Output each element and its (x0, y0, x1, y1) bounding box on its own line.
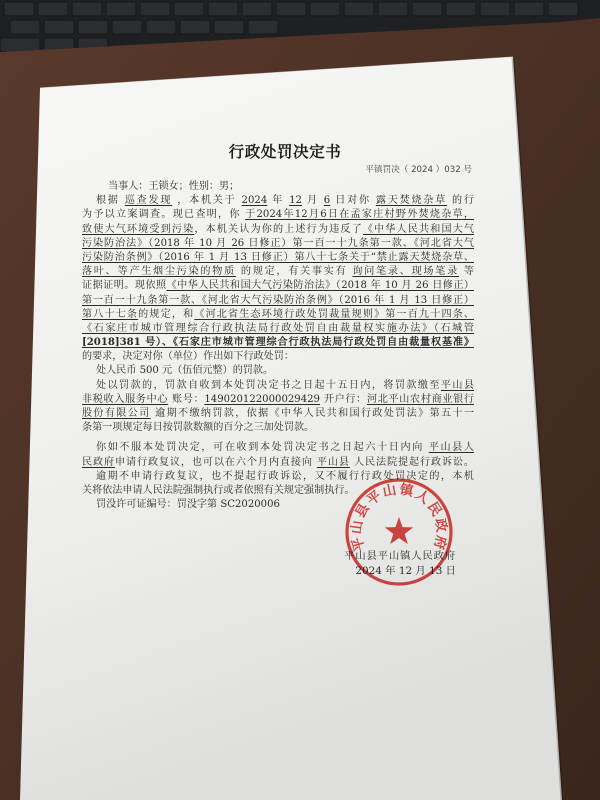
filled-field: 第一百一十九条第一款、《河北省大气污染防治条例》（2016 年 1 月 13 日修正） (82, 294, 474, 306)
filled-field: 平山县 (440, 379, 475, 391)
body-line (82, 251, 474, 265)
filled-field: 第八十七条 (82, 308, 139, 320)
text-segment: 的规定，和 (138, 308, 195, 320)
filled-field: 6 (323, 195, 331, 207)
text-segment: 证据证明。现依照 (82, 280, 167, 292)
text-segment: 处以罚款的，罚款自收到本处罚决定书之日起十五日内，将罚款缴至 (96, 379, 441, 391)
filled-field: 落叶、等产生烟尘污染的物质 (82, 266, 236, 278)
body-line (82, 194, 474, 208)
filled-field: 询问笔录、现场笔录 (352, 266, 459, 278)
filled-field: 12 (289, 195, 302, 207)
star-icon (385, 517, 414, 544)
license-number: 罚没许可证编号：罚没字第 SC2020006 (96, 499, 280, 511)
filled-field: [2018]381 号）、《石家庄市城市管理综合行政执法局行政处罚自由裁量权基准》 (82, 337, 474, 349)
text-segment: ，本机关于 (172, 195, 242, 207)
body-line (82, 294, 474, 308)
party-info: 当事人：王锁女；性别：男； (108, 181, 240, 192)
text-segment: 根据 (96, 195, 125, 207)
official-seal (343, 476, 455, 588)
text-segment: 的要求，决定对你（单位）作出如下行政处罚： (82, 351, 294, 363)
text-segment: 开户行： (319, 393, 367, 405)
filled-field: 民政府 (82, 456, 115, 468)
body-line (82, 180, 474, 194)
text-segment: 条第一项规定每日按罚款数额的百分之三加处罚款。 (82, 422, 315, 434)
filled-field: 巡查发现 (124, 195, 173, 207)
filled-field: 2024 (241, 195, 268, 207)
penalty-amount: 处人民币 500 元（伍佰元整）的罚款。 (96, 365, 274, 377)
document-number: 平镇罚决（ 2024 ）032 号 (365, 165, 472, 175)
filled-field: 平山县人 (428, 442, 474, 454)
body-line (82, 223, 474, 237)
body-line (82, 456, 474, 470)
body-line (82, 322, 474, 336)
body-line (82, 279, 474, 293)
filled-field: 于2024年12月6日在孟家庄村野外焚烧杂草， (245, 209, 474, 221)
account-number: 149020122000029429 (204, 393, 320, 405)
filled-field: 《石家庄市城市管理综合行政执法局行政处罚自由裁量权实施办法》（石城管 (82, 322, 474, 334)
body-line (82, 308, 474, 322)
text-segment: 账号： (168, 393, 205, 405)
filled-field: 污染防治法》（2018 年 10 月 26 日修正）第一百一十九条第一款、《河北省大气 (82, 237, 474, 249)
text-segment: 你如不服本处罚决定，可在收到本处罚决定书之日起六十日内向 (96, 442, 429, 454)
text-segment: 等 (458, 266, 475, 278)
body-line (82, 237, 474, 251)
filled-field: 《河北省生态环境行政处罚裁量规则》第一百九十四条、 (194, 308, 475, 320)
filled-field: 非税收入服务中心 (82, 393, 169, 405)
text-segment: 的行 (447, 195, 475, 207)
text-segment: 为予以立案调查。现已查明，你 (82, 209, 246, 221)
document-body (82, 180, 474, 512)
text-segment: 月 (301, 195, 324, 207)
document-title: 行政处罚决定书 (228, 142, 342, 161)
body-line (82, 208, 474, 222)
body-line (82, 364, 474, 378)
filled-field: 《中华人民共和国大气污染防治法》（2018 年 10 月 26 日修正） (166, 280, 474, 292)
filled-field: 《中华人民共和国大气 (362, 223, 475, 235)
filled-field: 河北平山农村商业银行 (366, 393, 475, 405)
body-line (82, 393, 474, 407)
issuing-authority: 平山县平山镇人民政府 (344, 550, 456, 562)
body-line (82, 336, 474, 350)
text-segment: ，本机关认为你的上述行为违反了 (194, 223, 363, 235)
filled-field: 股份有限公司 (82, 408, 151, 419)
text-segment: 逾期不缴纳罚款，依据《中华人民共和国行政处罚法》第五十一 (150, 408, 474, 419)
body-line (82, 379, 474, 393)
text-segment: 逾期不申请行政复议，也不提起行政诉讼，又不履行行政处罚决定的，本机 (96, 470, 474, 482)
body-line (82, 350, 474, 364)
body-line (82, 407, 474, 421)
filled-field: 平山县 (316, 456, 350, 468)
issue-date: 2024 年 12 月 13 日 (355, 565, 456, 577)
text-segment: 关将依法申请人民法院强制执行或者依照有关规定强制执行。 (82, 484, 355, 496)
body-line (82, 421, 474, 435)
filled-field: 露天焚烧杂草 (375, 195, 448, 207)
seal-text: 平山县平山镇人民政府 (348, 481, 450, 553)
body-line (82, 265, 474, 279)
svg-text:平山县平山镇人民政府 (348, 480, 451, 553)
text-segment: 年 (267, 195, 290, 207)
filled-field: 污染防治条例》（2016 年 1 月 13 日修正）第八十七条关于“禁止露天焚烧杂草、 (82, 251, 474, 263)
body-line (82, 441, 474, 455)
filled-field: 致使大气环境受到污染 (82, 223, 195, 235)
text-segment: 人民法院提起行政诉讼。 (349, 456, 475, 468)
text-segment: 日对你 (330, 195, 376, 207)
text-segment: 的规定，有关事实有 (235, 266, 353, 278)
text-segment: 申请行政复议，也可以在六个月内直接向 (114, 456, 317, 468)
